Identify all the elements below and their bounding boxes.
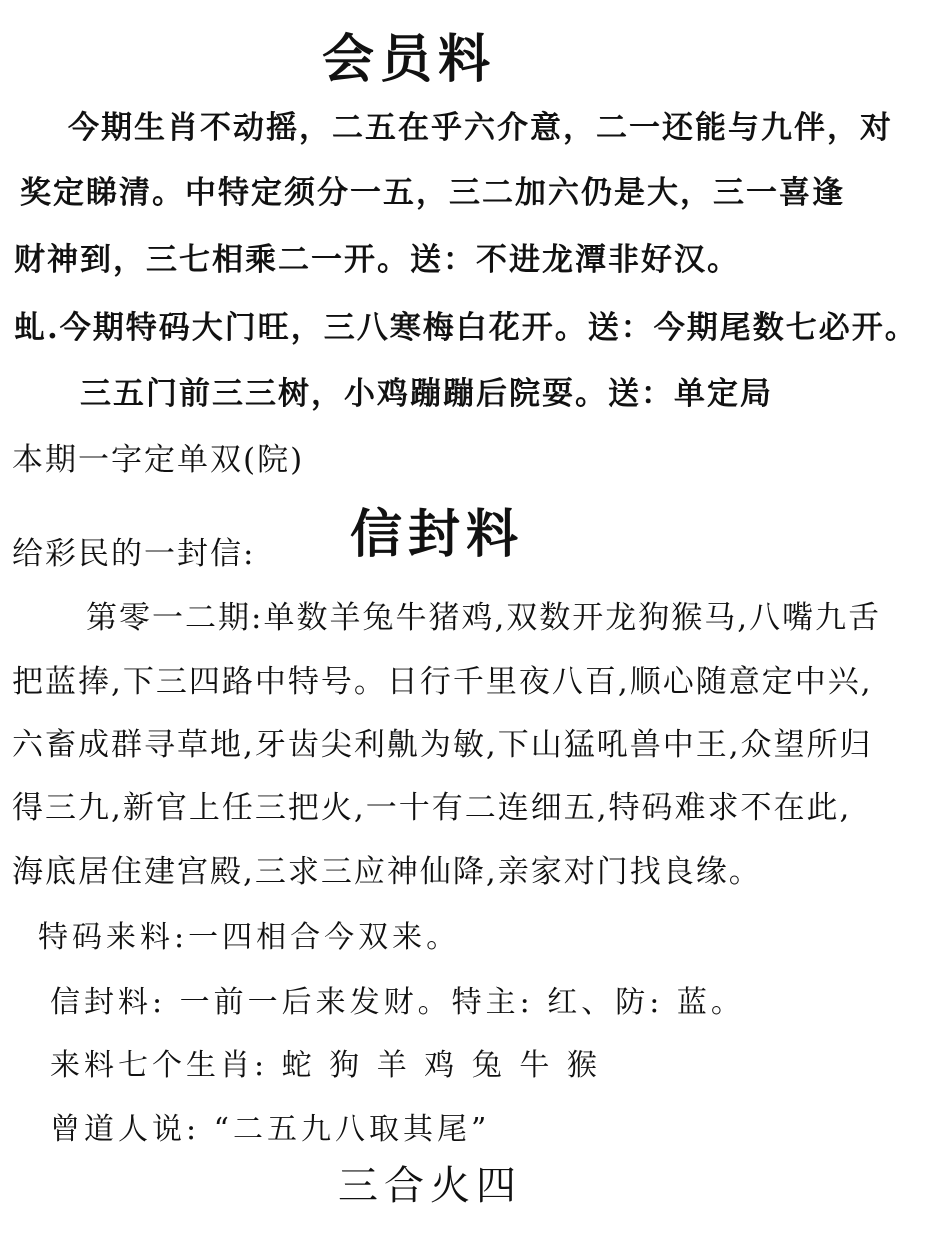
special-code-item: 特码来料:一四相合今双来。 <box>38 920 461 955</box>
member-title: 会员料 <box>322 30 497 90</box>
envelope-line-2: 把蓝捧,下三四路中特号。日行千里夜八百,顺心随意定中兴, <box>12 664 873 700</box>
envelope-title: 信封料 <box>350 505 525 565</box>
letter-intro: 给彩民的一封信: <box>12 536 256 572</box>
envelope-line-1: 第零一二期:单数羊兔牛猪鸡,双数开龙狗猴马,八嘴九舌 <box>86 600 882 636</box>
envelope-line-3: 六畜成群寻草地,牙齿尖利鼽为敏,下山猛吼兽中王,众望所归 <box>12 727 873 763</box>
zodiac-item: 来料七个生肖: 蛇 狗 羊 鸡 兔 牛 猴 <box>50 1048 601 1083</box>
quote-item: 曾道人说: “二五九八取其尾” <box>50 1112 491 1147</box>
member-line-4: 虬.今期特码大门旺，三八寒梅白花开。送：今期尾数七必开。 <box>14 310 918 346</box>
member-line-2: 奖定睇清。中特定须分一五，三二加六仍是大，三一喜逢 <box>20 175 845 211</box>
member-line-3: 财神到，三七相乘二一开。送：不进龙潭非好汉。 <box>14 242 740 278</box>
envelope-line-4: 得三九,新官上任三把火,一十有二连细五,特码难求不在此, <box>12 790 852 826</box>
envelope-line-5: 海底居住建宫殿,三求三应神仙降,亲家对门找良缘。 <box>12 854 762 890</box>
footer-title: 三合火四 <box>338 1163 522 1209</box>
envelope-item: 信封料: 一前一后来发财。特主: 红、防: 蓝。 <box>50 985 745 1020</box>
member-line-5: 三五门前三三树，小鸡蹦蹦后院耍。送：单定局 <box>80 376 773 412</box>
member-line-6: 本期一字定单双(院) <box>12 442 305 478</box>
member-line-1: 今期生肖不动摇，二五在乎六介意，二一还能与九伴，对 <box>68 110 893 146</box>
